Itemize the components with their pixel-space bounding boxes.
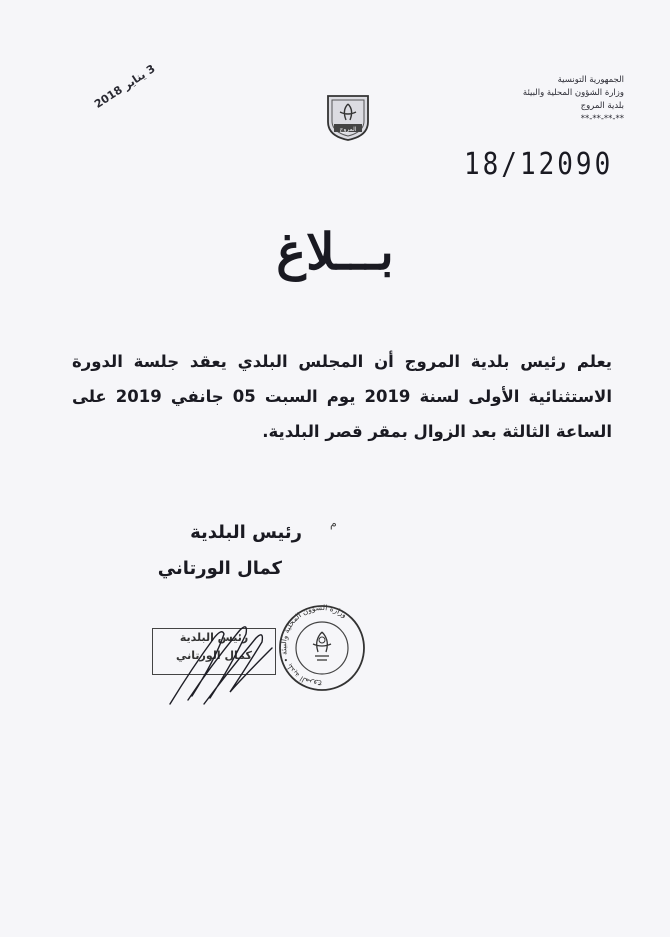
emblem-label: المروج [339,126,357,133]
name-stamp-title: رئيس البلدية [179,631,249,644]
handwritten-signature [152,608,292,708]
seal-ring-textpath: وزارة الشؤون المحلية والبيئة • بلدية المروج [279,602,349,690]
signatory-name: كمال الورتاني [157,558,282,579]
signature-mark: م [330,517,337,530]
document-title: بـــلاغ [276,222,394,281]
municipality-emblem-icon [322,90,374,142]
announcement-body: يعلم رئيس بلدية المروج أن المجلس البلدي يعقد جلسة الدورة الاستثنائية الأولى لسنة 2019 يوم السبت 05 جانفي 2019 على الساعة الثالثة بعد الزوال بمقر قصر البلدية. [72,352,613,441]
signatory-title: رئيس البلدية [190,522,302,543]
signature-block [158,515,302,587]
letterhead-line-republic: الجمهورية التونسية [557,75,624,85]
letterhead-line-municipality: بلدية المروج [580,101,624,111]
letterhead-line-decoration: **-**-**-** [580,114,624,124]
received-date-stamp: 3 يناير 2018 [92,62,158,111]
letterhead [474,74,624,126]
name-stamp-name: كمال الورتاني [176,649,252,662]
reference-number: 18/12090 [464,147,614,183]
letterhead-line-ministry: وزارة الشؤون المحلية والبيئة [522,88,624,98]
